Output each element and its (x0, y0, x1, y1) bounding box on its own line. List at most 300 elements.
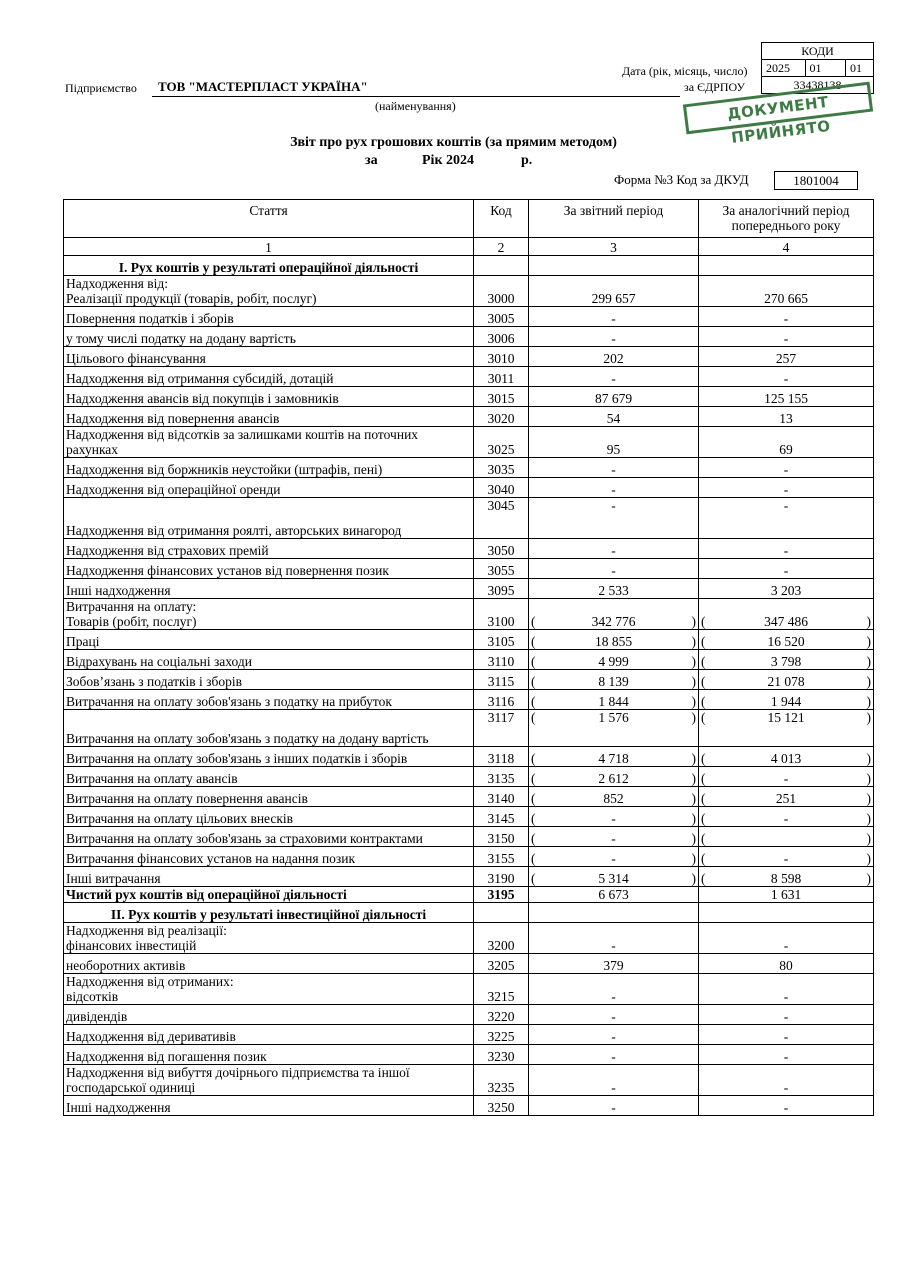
previous-cell (699, 787, 874, 807)
paren-close: ) (691, 791, 696, 806)
code-cell: 3055 (474, 559, 529, 579)
current-cell (529, 559, 699, 579)
table-row (64, 1025, 874, 1045)
table-row (64, 807, 874, 827)
value-previous: 347 486 (764, 614, 808, 629)
paren-open: ( (531, 871, 536, 886)
code-cell: 3235 (474, 1065, 529, 1096)
paren-open: ( (701, 851, 706, 866)
value-previous: 69 (779, 442, 793, 457)
company-label: Підприємство (65, 81, 137, 95)
table-index-row (64, 238, 874, 256)
current-cell (529, 710, 699, 747)
table-row (64, 827, 874, 847)
table-row (64, 670, 874, 690)
article-cell (64, 847, 474, 867)
code-cell: 3050 (474, 539, 529, 559)
previous-cell (699, 478, 874, 498)
table-row (64, 787, 874, 807)
period-prefix: за (365, 153, 378, 168)
value-previous: - (783, 771, 789, 786)
empty-cell (699, 256, 874, 276)
paren-close: ) (866, 811, 871, 826)
paren-open: ( (701, 811, 706, 826)
value-previous: 1 944 (770, 694, 802, 709)
previous-cell (699, 307, 874, 327)
section-title: І. Рух коштів у результаті операційної діяльності (64, 256, 474, 276)
table-row (64, 767, 874, 787)
value-current: - (611, 1049, 616, 1064)
current-cell (529, 1096, 699, 1116)
paren-close: ) (691, 811, 696, 826)
value-current: - (611, 563, 616, 578)
code-cell: 3115 (474, 670, 529, 690)
row-group-label: Надходження від отриманих: (66, 974, 234, 989)
value-current: 5 314 (598, 871, 629, 886)
current-cell (529, 670, 699, 690)
current-cell (529, 367, 699, 387)
row-label: Витрачання на оплату авансів (66, 771, 238, 786)
table-row (64, 747, 874, 767)
paren-close: ) (691, 871, 696, 886)
article-cell (64, 867, 474, 887)
paren-close: ) (866, 654, 871, 669)
row-label: Надходження від відсотків за залишками коштів на поточних рахунках (66, 427, 419, 457)
index-1: 1 (64, 238, 474, 256)
section-row (64, 256, 874, 276)
previous-cell (699, 579, 874, 599)
current-cell (529, 307, 699, 327)
code-cell: 3105 (474, 630, 529, 650)
table-row (64, 427, 874, 458)
value-current: - (611, 851, 616, 866)
article-cell (64, 579, 474, 599)
code-cell: 3010 (474, 347, 529, 367)
value-current: 342 776 (591, 614, 636, 629)
current-cell (529, 1065, 699, 1096)
current-cell (529, 807, 699, 827)
previous-cell (699, 498, 874, 539)
value-current: - (611, 938, 616, 953)
table-row (64, 276, 874, 307)
paren-open: ( (531, 710, 536, 725)
current-cell (529, 767, 699, 787)
current-cell (529, 458, 699, 478)
code-cell: 3200 (474, 923, 529, 954)
current-cell (529, 747, 699, 767)
empty-cell (529, 256, 699, 276)
previous-cell (699, 427, 874, 458)
header-article: Стаття (64, 200, 474, 238)
value-previous: - (783, 482, 789, 497)
row-label: Цільового фінансування (66, 351, 206, 366)
value-previous: 257 (775, 351, 797, 366)
row-label: Надходження від операційної оренди (66, 482, 281, 497)
article-cell (64, 630, 474, 650)
edrpou-label: за ЄДРПОУ (684, 80, 746, 94)
paren-close: ) (691, 674, 696, 689)
value-previous: - (783, 938, 789, 953)
current-cell (529, 276, 699, 307)
value-previous: - (783, 311, 789, 326)
row-label: Надходження фінансових установ від повернення позик (66, 563, 389, 578)
previous-cell (699, 650, 874, 670)
paren-close: ) (691, 831, 696, 846)
article-cell (64, 427, 474, 458)
table-row (64, 407, 874, 427)
article-cell (64, 690, 474, 710)
table-row (64, 1005, 874, 1025)
article-cell (64, 807, 474, 827)
code-cell: 3035 (474, 458, 529, 478)
value-current: - (611, 543, 616, 558)
paren-open: ( (701, 614, 706, 629)
table-row (64, 974, 874, 1005)
article-cell (64, 767, 474, 787)
paren-open: ( (531, 791, 536, 806)
empty-cell (474, 903, 529, 923)
code-cell: 3250 (474, 1096, 529, 1116)
paren-close: ) (866, 674, 871, 689)
value-current: 379 (603, 958, 624, 973)
value-current: 6 673 (598, 887, 629, 902)
row-label: Витрачання на оплату зобов'язань з податку на прибуток (66, 694, 392, 709)
edrpou-code: 33438138 (762, 77, 874, 94)
paren-open: ( (701, 791, 706, 806)
empty-cell (474, 256, 529, 276)
header-previous: За аналогічний період попереднього року (699, 200, 874, 238)
paren-close: ) (866, 791, 871, 806)
previous-cell (699, 690, 874, 710)
code-cell: 3040 (474, 478, 529, 498)
code-cell: 3118 (474, 747, 529, 767)
previous-cell (699, 630, 874, 650)
previous-cell (699, 1096, 874, 1116)
article-cell (64, 827, 474, 847)
previous-cell (699, 827, 874, 847)
article-cell (64, 458, 474, 478)
value-current: 852 (603, 791, 624, 806)
current-cell (529, 1005, 699, 1025)
current-cell (529, 923, 699, 954)
article-cell (64, 407, 474, 427)
previous-cell (699, 539, 874, 559)
article-cell (64, 498, 474, 539)
paren-open: ( (531, 634, 536, 649)
row-label: у тому числі податку на додану вартість (66, 331, 296, 346)
code-cell: 3205 (474, 954, 529, 974)
paren-close: ) (691, 614, 696, 629)
code-cell: 3005 (474, 307, 529, 327)
paren-close: ) (866, 771, 871, 786)
row-label: Витрачання на оплату зобов'язань за страховими контрактами (66, 831, 423, 846)
article-cell (64, 747, 474, 767)
value-previous: - (783, 498, 789, 513)
value-previous: 3 798 (770, 654, 802, 669)
article-cell (64, 478, 474, 498)
value-previous: 125 155 (764, 391, 808, 406)
paren-close: ) (866, 694, 871, 709)
article-cell (64, 276, 474, 307)
value-current: - (611, 462, 616, 477)
code-cell: 3095 (474, 579, 529, 599)
table-row (64, 559, 874, 579)
paren-close: ) (866, 751, 871, 766)
value-current: 1 576 (598, 710, 629, 725)
date-year: 2025 (762, 60, 806, 77)
previous-cell (699, 347, 874, 367)
paren-open: ( (531, 751, 536, 766)
company-caption: (найменування) (375, 99, 456, 113)
table-row (64, 599, 874, 630)
row-label: Надходження від отримання субсидій, дотацій (66, 371, 334, 386)
row-label: Інші надходження (66, 1100, 171, 1115)
value-previous: - (783, 331, 789, 346)
row-label: Надходження від страхових премій (66, 543, 269, 558)
code-cell: 3020 (474, 407, 529, 427)
value-previous: - (783, 1049, 789, 1064)
article-cell (64, 387, 474, 407)
current-cell (529, 407, 699, 427)
value-previous: - (783, 543, 789, 558)
index-4: 4 (699, 238, 874, 256)
value-previous: - (783, 811, 789, 826)
current-cell (529, 630, 699, 650)
value-previous: - (783, 989, 789, 1004)
code-cell: 3230 (474, 1045, 529, 1065)
value-current: 4 718 (598, 751, 629, 766)
table-row (64, 498, 874, 539)
code-cell: 3025 (474, 427, 529, 458)
row-label: Надходження від деривативів (66, 1029, 236, 1044)
table-row (64, 367, 874, 387)
paren-close: ) (866, 710, 871, 725)
index-2: 2 (474, 238, 529, 256)
table-row (64, 579, 874, 599)
current-cell (529, 974, 699, 1005)
table-row (64, 1065, 874, 1096)
article-cell (64, 954, 474, 974)
value-previous: 270 665 (764, 291, 808, 306)
current-cell (529, 847, 699, 867)
paren-close: ) (691, 751, 696, 766)
table-row (64, 1045, 874, 1065)
value-current: 2 533 (598, 583, 629, 598)
paren-open: ( (531, 811, 536, 826)
date-month: 01 (805, 60, 845, 77)
paren-close: ) (866, 871, 871, 886)
value-current: - (611, 989, 616, 1004)
table-row (64, 954, 874, 974)
previous-cell (699, 1065, 874, 1096)
table-row (64, 923, 874, 954)
value-previous: - (783, 1029, 789, 1044)
previous-cell (699, 367, 874, 387)
code-cell: 3015 (474, 387, 529, 407)
row-label: Інші надходження (66, 583, 171, 598)
row-label: Реалізації продукції (товарів, робіт, послуг) (66, 291, 317, 306)
value-current: 8 139 (598, 674, 629, 689)
row-label: дивідендів (66, 1009, 128, 1024)
paren-close: ) (691, 710, 696, 725)
row-group-label: Надходження від реалізації: (66, 923, 227, 938)
row-label: Інші витрачання (66, 871, 161, 886)
table-row (64, 478, 874, 498)
paren-close: ) (691, 634, 696, 649)
value-previous: - (783, 462, 789, 477)
value-previous: 13 (779, 411, 793, 426)
article-cell (64, 559, 474, 579)
row-label: Надходження від повернення авансів (66, 411, 280, 426)
value-current: 299 657 (591, 291, 636, 306)
value-current: - (611, 331, 616, 346)
article-cell (64, 923, 474, 954)
paren-close: ) (691, 771, 696, 786)
row-label: Праці (66, 634, 100, 649)
empty-cell (699, 903, 874, 923)
code-cell: 3100 (474, 599, 529, 630)
previous-cell (699, 387, 874, 407)
previous-cell (699, 867, 874, 887)
previous-cell (699, 767, 874, 787)
previous-cell (699, 747, 874, 767)
previous-cell (699, 887, 874, 903)
section-row (64, 903, 874, 923)
table-row (64, 847, 874, 867)
value-previous: 1 631 (770, 887, 802, 902)
article-cell (64, 670, 474, 690)
row-label: Витрачання на оплату зобов'язань з податку на додану вартість (66, 731, 429, 746)
code-cell: 3145 (474, 807, 529, 827)
code-cell: 3190 (474, 867, 529, 887)
current-cell (529, 1025, 699, 1045)
row-label: відсотків (66, 989, 119, 1004)
value-previous: - (783, 1080, 789, 1095)
previous-cell (699, 458, 874, 478)
code-cell: 3140 (474, 787, 529, 807)
current-cell (529, 387, 699, 407)
previous-cell (699, 559, 874, 579)
previous-cell (699, 847, 874, 867)
paren-open: ( (701, 634, 706, 649)
value-previous: 4 013 (770, 751, 802, 766)
value-current: - (611, 1100, 616, 1115)
article-cell (64, 539, 474, 559)
row-label: Надходження авансів від покупців і замовників (66, 391, 339, 406)
code-cell: 3215 (474, 974, 529, 1005)
value-current: - (611, 1029, 616, 1044)
value-previous: 3 203 (770, 583, 802, 598)
cash-flow-table (63, 199, 874, 1116)
date-day: 01 (845, 60, 873, 77)
paren-close: ) (866, 831, 871, 846)
table-row (64, 458, 874, 478)
table-row (64, 690, 874, 710)
table-row (64, 307, 874, 327)
value-previous: 8 598 (770, 871, 802, 886)
article-cell (64, 1005, 474, 1025)
header-current: За звітний період (529, 200, 699, 238)
paren-close: ) (866, 634, 871, 649)
paren-open: ( (701, 694, 706, 709)
header-code: Код (474, 200, 529, 238)
article-cell (64, 1025, 474, 1045)
article-cell (64, 599, 474, 630)
value-previous: - (783, 371, 789, 386)
code-cell: 3011 (474, 367, 529, 387)
paren-open: ( (701, 674, 706, 689)
paren-open: ( (531, 674, 536, 689)
paren-open: ( (531, 654, 536, 669)
value-current: 4 999 (598, 654, 629, 669)
paren-open: ( (701, 871, 706, 886)
current-cell (529, 1045, 699, 1065)
form-label: Форма №3 Код за ДКУД (614, 172, 749, 187)
row-label: Товарів (робіт, послуг) (66, 614, 197, 629)
paren-open: ( (531, 614, 536, 629)
code-cell: 3220 (474, 1005, 529, 1025)
row-label: Витрачання фінансових установ на надання позик (66, 851, 356, 866)
code-cell: 3000 (474, 276, 529, 307)
article-cell (64, 347, 474, 367)
current-cell (529, 498, 699, 539)
previous-cell (699, 1045, 874, 1065)
current-cell (529, 427, 699, 458)
codes-title: КОДИ (762, 43, 874, 60)
row-group-label: Надходження від: (66, 276, 168, 291)
article-cell (64, 1045, 474, 1065)
row-label: Надходження від боржників неустойки (штрафів, пені) (66, 462, 383, 477)
total-row (64, 887, 874, 903)
value-current: 87 679 (594, 391, 633, 406)
paren-open: ( (701, 710, 706, 725)
period-value: Рік 2024 (422, 153, 475, 168)
current-cell (529, 690, 699, 710)
value-current: - (611, 482, 616, 497)
table-row (64, 327, 874, 347)
period-suffix: р. (521, 153, 533, 168)
row-label: Надходження від отримання роялті, авторських винагород (66, 523, 402, 538)
table-row (64, 347, 874, 367)
value-current: - (611, 1080, 616, 1095)
paren-open: ( (701, 654, 706, 669)
row-label: Повернення податків і зборів (66, 311, 234, 326)
paren-close: ) (691, 654, 696, 669)
row-label: Надходження від погашення позик (66, 1049, 267, 1064)
value-previous: 15 121 (767, 710, 805, 725)
empty-cell (529, 903, 699, 923)
value-current: - (611, 371, 616, 386)
article-cell (64, 650, 474, 670)
paren-close: ) (691, 694, 696, 709)
value-current: 95 (606, 442, 621, 457)
table-row (64, 387, 874, 407)
previous-cell (699, 407, 874, 427)
row-label: фінансових інвестицій (66, 938, 197, 953)
value-current: 2 612 (598, 771, 629, 786)
row-label: Відрахувань на соціальні заходи (66, 654, 252, 669)
value-current: 1 844 (598, 694, 629, 709)
article-cell (64, 307, 474, 327)
code-cell: 3116 (474, 690, 529, 710)
value-current: 202 (603, 351, 624, 366)
code-cell: 3045 (474, 498, 529, 539)
value-previous: - (783, 1009, 789, 1024)
row-label: Надходження від вибуття дочірнього підприємства та іншої господарської одиниці (66, 1065, 410, 1095)
previous-cell (699, 327, 874, 347)
previous-cell (699, 276, 874, 307)
dkud-code: 1801004 (774, 171, 858, 190)
